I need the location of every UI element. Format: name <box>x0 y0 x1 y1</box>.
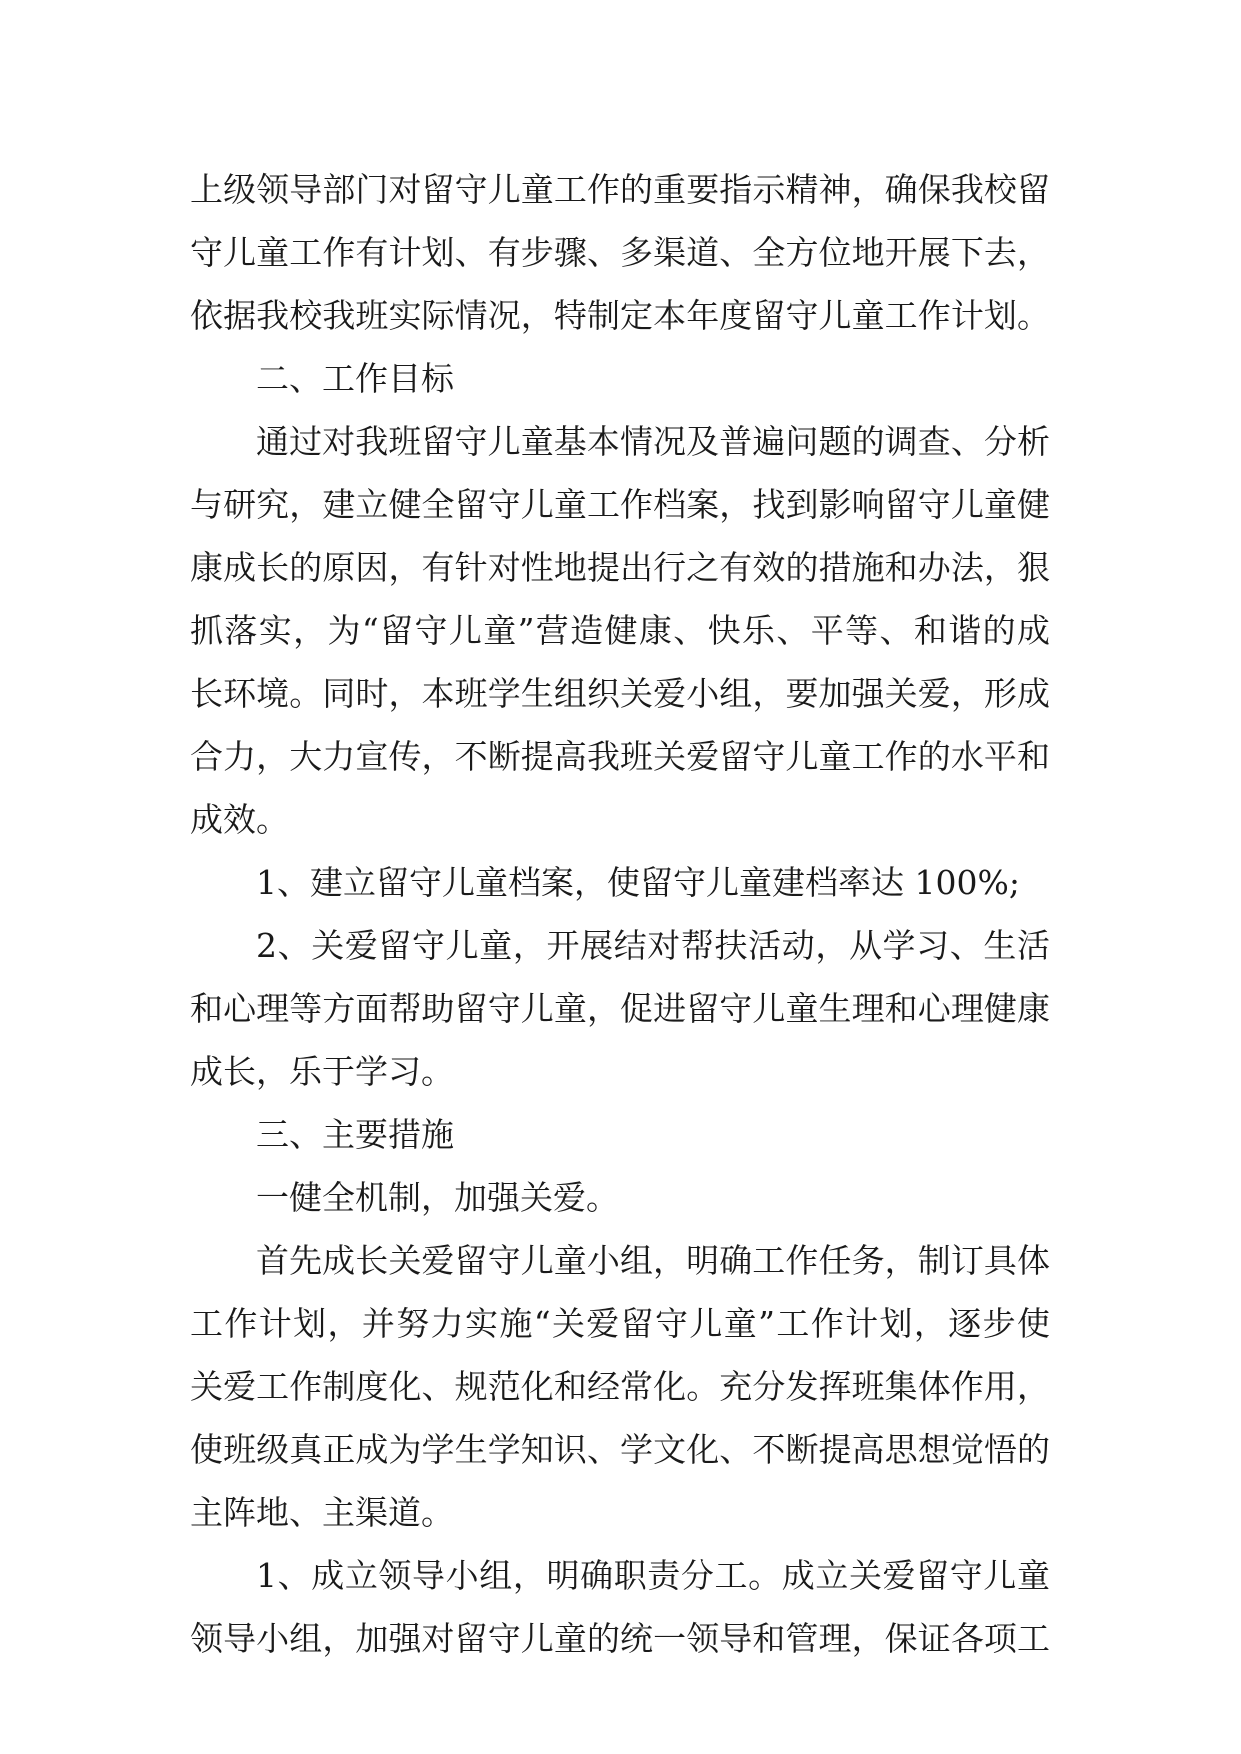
text-line: 上级领导部门对留守儿童工作的重要指示精神，确保我校留 <box>190 170 1050 209</box>
text-line: 二、工作目标 <box>256 359 454 398</box>
text-line: 使班级真正成为学生学知识、学文化、不断提高思想觉悟的 <box>190 1430 1050 1469</box>
text-line: 依据我校我班实际情况，特制定本年度留守儿童工作计划。 <box>190 296 1050 335</box>
text-line: 关爱工作制度化、规范化和经常化。充分发挥班集体作用， <box>190 1367 1050 1406</box>
text-line: 2、关爱留守儿童，开展结对帮扶活动，从学习、生活 <box>256 926 1050 965</box>
text-line: 领导小组，加强对留守儿童的统一领导和管理，保证各项工 <box>190 1619 1050 1658</box>
text-line: 合力，大力宣传，不断提高我班关爱留守儿童工作的水平和 <box>190 737 1050 776</box>
text-line: 三、主要措施 <box>256 1115 454 1154</box>
document-body <box>190 158 1050 1670</box>
text-line: 一健全机制，加强关爱。 <box>256 1178 619 1217</box>
text-line: 1、成立领导小组，明确职责分工。成立关爱留守儿童 <box>256 1556 1050 1595</box>
text-line: 康成长的原因，有针对性地提出行之有效的措施和办法，狠 <box>190 548 1050 587</box>
text-line: 通过对我班留守儿童基本情况及普遍问题的调查、分析 <box>256 422 1050 461</box>
text-line: 工作计划，并努力实施“关爱留守儿童”工作计划，逐步使 <box>190 1304 1050 1343</box>
text-line: 与研究，建立健全留守儿童工作档案，找到影响留守儿童健 <box>190 485 1050 524</box>
text-line: 和心理等方面帮助留守儿童，促进留守儿童生理和心理健康 <box>190 989 1050 1028</box>
text-line: 1、建立留守儿童档案，使留守儿童建档率达 100%; <box>256 863 1020 902</box>
text-line: 长环境。同时，本班学生组织关爱小组，要加强关爱，形成 <box>190 674 1050 713</box>
text-line: 抓落实，为“留守儿童”营造健康、快乐、平等、和谐的成 <box>190 611 1050 650</box>
text-line: 成长，乐于学习。 <box>190 1052 454 1091</box>
text-line: 成效。 <box>190 800 289 839</box>
text-line: 守儿童工作有计划、有步骤、多渠道、全方位地开展下去， <box>190 233 1050 272</box>
text-line: 主阵地、主渠道。 <box>190 1493 454 1532</box>
text-line: 首先成长关爱留守儿童小组，明确工作任务，制订具体 <box>256 1241 1050 1280</box>
